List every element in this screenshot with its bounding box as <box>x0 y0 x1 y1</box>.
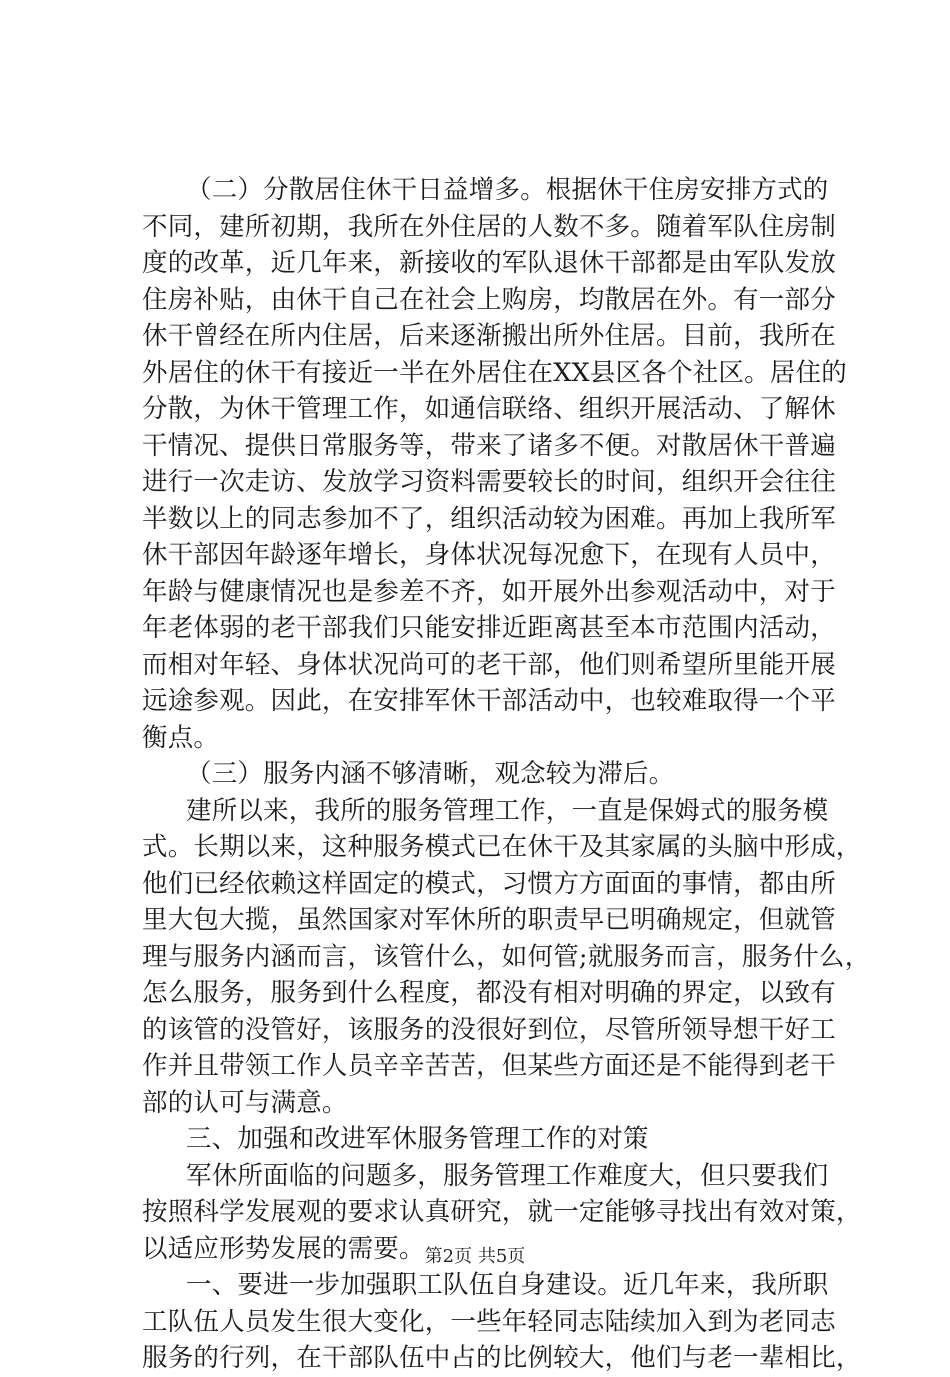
section-heading: （三）服务内涵不够清晰，观念较为滞后。 <box>186 759 675 789</box>
paragraph-line: 而相对年轻、身体状况尚可的老干部，他们则希望所里能开展 <box>142 649 836 680</box>
paragraph-line: 住房补贴，由休干自己在社会上购房，均散居在外。有一部分 <box>142 284 836 315</box>
paragraph-line: 进行一次走访、发放学习资料需要较长的时间，组织开会往往 <box>142 467 836 497</box>
paragraph-line: 里大包大揽，虽然国家对军休所的职责早已明确规定，但就管 <box>142 905 836 935</box>
paragraph-line: 服务的行列，在干部队伍中占的比例较大，他们与老一辈相比， <box>142 1343 862 1373</box>
paragraph-line: 建所以来，我所的服务管理工作，一直是保姆式的服务模 <box>186 795 829 826</box>
paragraph-line: 休干曾经在所内住居，后来逐渐搬出所外住居。目前，我所在 <box>142 321 836 351</box>
page-number-label: 第2页 共5页 <box>424 1246 526 1267</box>
paragraph-line: 按照科学发展观的要求认真研究，就一定能够寻找出有效对策， <box>142 1197 862 1227</box>
paragraph-line: 理与服务内涵而言，该管什么，如何管;就服务而言，服务什么， <box>142 941 871 972</box>
paragraph-line: 怎么服务，服务到什么程度，都没有相对明确的界定，以致有 <box>142 978 836 1008</box>
paragraph-line: 不同，建所初期，我所在外住居的人数不多。随着军队住房制 <box>142 211 836 242</box>
paragraph-line: 年龄与健康情况也是参差不齐，如开展外出参观活动中，对于 <box>142 576 836 607</box>
paragraph-line: 年老体弱的老干部我们只能安排近距离甚至本市范围内活动， <box>142 613 836 643</box>
paragraph-line: 工队伍人员发生很大变化，一些年轻同志陆续加入到为老同志 <box>142 1306 836 1337</box>
paragraph-line: 部的认可与满意。 <box>142 1087 348 1118</box>
paragraph-line: 分散，为休干管理工作，如通信联络、组织开展活动、了解休 <box>142 394 836 424</box>
paragraph-line: 休干部因年龄逐年增长，身体状况每况愈下，在现有人员中， <box>142 540 836 570</box>
section-heading: 三、加强和改进军休服务管理工作的对策 <box>186 1124 649 1154</box>
paragraph-line: 作并且带领工作人员辛辛苦苦，但某些方面还是不能得到老干 <box>142 1051 836 1081</box>
paragraph-line: 衡点。 <box>142 722 220 753</box>
paragraph-line: 的该管的没管好，该服务的没很好到位，尽管所领导想干好工 <box>142 1014 836 1045</box>
paragraph-line: 军休所面临的问题多，服务管理工作难度大，但只要我们 <box>186 1160 829 1191</box>
paragraph-line: 远途参观。因此，在安排军休干部活动中，也较难取得一个平 <box>142 686 836 716</box>
paragraph-line: 式。长期以来，这种服务模式已在休干及其家属的头脑中形成， <box>142 832 862 862</box>
paragraph-line: 他们已经依赖这样固定的模式，习惯方方面面的事情，都由所 <box>142 868 836 899</box>
paragraph-line: 一、要进一步加强职工队伍自身建设。近几年来，我所职 <box>186 1270 829 1300</box>
paragraph-line: 以适应形势发展的需要。 <box>142 1233 425 1264</box>
document-body <box>142 172 871 1377</box>
page-footer <box>0 1246 950 1268</box>
paragraph-line: 半数以上的同志参加不了，组织活动较为困难。再加上我所军 <box>142 503 836 534</box>
paragraph-line: 干情况、提供日常服务等，带来了诸多不便。对散居休干普遍 <box>142 430 836 461</box>
paragraph-line: 度的改革，近几年来，新接收的军队退休干部都是由军队发放 <box>142 248 836 278</box>
paragraph-line: 外居住的休干有接近一半在外居住在XX县区各个社区。居住的 <box>142 357 847 388</box>
paragraph-line: （二）分散居住休干日益增多。根据休干住房安排方式的 <box>186 175 829 205</box>
